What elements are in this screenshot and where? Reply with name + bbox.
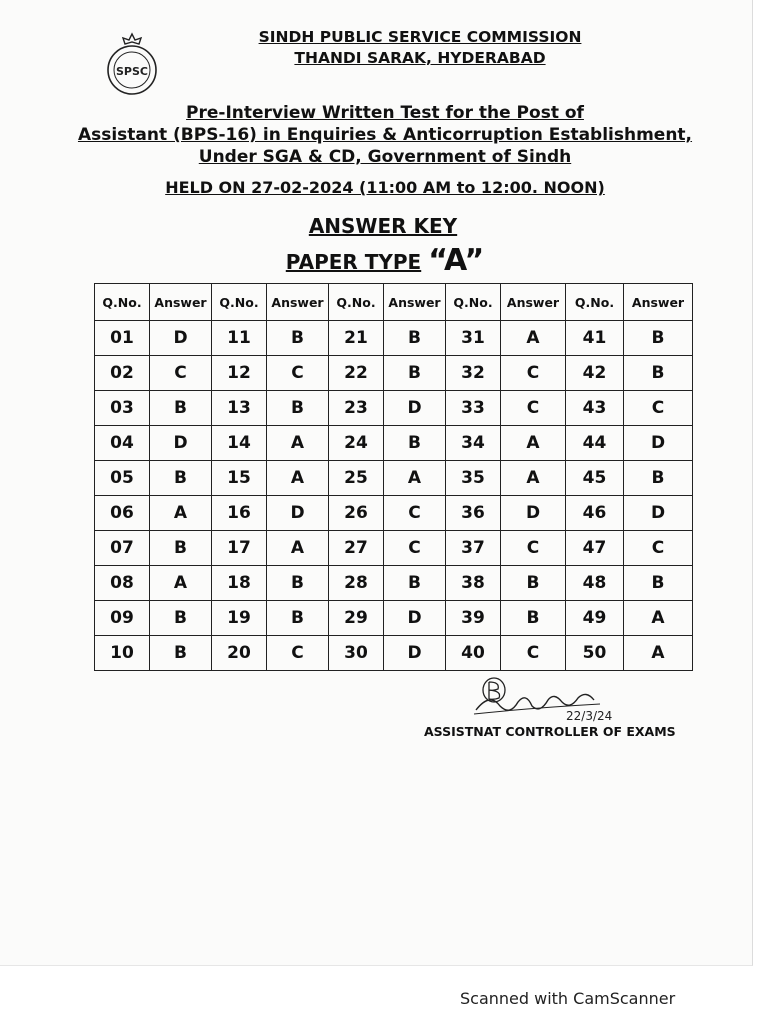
answer-cell: B: [267, 566, 329, 601]
question-number-cell: 21: [329, 321, 384, 356]
answer-cell: B: [624, 461, 693, 496]
answer-cell: A: [624, 636, 693, 671]
answer-cell: C: [501, 391, 566, 426]
question-number-cell: 44: [566, 426, 624, 461]
answer-cell: A: [267, 426, 329, 461]
column-header: Answer: [624, 284, 693, 321]
question-number-cell: 38: [446, 566, 501, 601]
question-number-cell: 32: [446, 356, 501, 391]
question-number-cell: 03: [95, 391, 150, 426]
question-number-cell: 05: [95, 461, 150, 496]
test-date: HELD ON 27-02-2024 (11:00 AM to 12:00. NOON): [165, 178, 605, 197]
scanner-watermark: Scanned with CamScanner: [460, 989, 676, 1008]
question-number-cell: 20: [212, 636, 267, 671]
question-number-cell: 15: [212, 461, 267, 496]
answer-cell: B: [384, 321, 446, 356]
paper-type-label: PAPER TYPE: [285, 250, 422, 274]
signature-date: 22/3/24: [566, 709, 613, 723]
column-header: Answer: [384, 284, 446, 321]
table-row: [95, 496, 693, 531]
answer-cell: B: [501, 566, 566, 601]
question-number-cell: 47: [566, 531, 624, 566]
question-number-cell: 31: [446, 321, 501, 356]
question-number-cell: 11: [212, 321, 267, 356]
question-number-cell: 33: [446, 391, 501, 426]
question-number-cell: 40: [446, 636, 501, 671]
question-number-cell: 41: [566, 321, 624, 356]
question-number-cell: 04: [95, 426, 150, 461]
answer-cell: D: [384, 636, 446, 671]
table-row: [95, 321, 693, 356]
question-number-cell: 02: [95, 356, 150, 391]
question-number-cell: 35: [446, 461, 501, 496]
org-address: THANDI SARAK, HYDERABAD: [294, 49, 546, 67]
answer-cell: B: [267, 391, 329, 426]
question-number-cell: 06: [95, 496, 150, 531]
question-number-cell: 07: [95, 531, 150, 566]
answer-cell: D: [501, 496, 566, 531]
question-number-cell: 42: [566, 356, 624, 391]
answer-cell: B: [624, 566, 693, 601]
answer-cell: A: [267, 531, 329, 566]
question-number-cell: 09: [95, 601, 150, 636]
logo-text: SPSC: [116, 65, 148, 78]
table-row: [95, 531, 693, 566]
answer-cell: B: [267, 601, 329, 636]
question-number-cell: 08: [95, 566, 150, 601]
question-number-cell: 39: [446, 601, 501, 636]
question-number-cell: 25: [329, 461, 384, 496]
answer-cell: B: [150, 601, 212, 636]
answer-cell: C: [624, 531, 693, 566]
table-row: [95, 356, 693, 391]
column-header: Answer: [501, 284, 566, 321]
question-number-cell: 13: [212, 391, 267, 426]
column-header: Answer: [267, 284, 329, 321]
answer-cell: D: [624, 426, 693, 461]
question-number-cell: 45: [566, 461, 624, 496]
answer-cell: B: [624, 321, 693, 356]
answer-cell: D: [624, 496, 693, 531]
spsc-logo: [104, 32, 160, 96]
answer-cell: D: [150, 321, 212, 356]
table-row: [95, 426, 693, 461]
post-line-3: Under SGA & CD, Government of Sindh: [198, 147, 572, 167]
answer-cell: A: [501, 321, 566, 356]
answer-cell: A: [501, 426, 566, 461]
answer-key-title: ANSWER KEY: [308, 214, 458, 238]
answer-cell: D: [150, 426, 212, 461]
answer-cell: C: [501, 531, 566, 566]
question-number-cell: 16: [212, 496, 267, 531]
answer-cell: D: [384, 601, 446, 636]
answer-cell: A: [150, 496, 212, 531]
answer-cell: B: [150, 531, 212, 566]
answer-cell: C: [501, 636, 566, 671]
column-header: Q.No.: [212, 284, 267, 321]
paper-type-value: “A”: [428, 243, 485, 278]
answer-cell: A: [150, 566, 212, 601]
question-number-cell: 46: [566, 496, 624, 531]
answer-cell: B: [384, 426, 446, 461]
table-header-row: [95, 284, 693, 321]
answer-cell: C: [384, 496, 446, 531]
question-number-cell: 24: [329, 426, 384, 461]
answer-cell: C: [150, 356, 212, 391]
answer-cell: B: [267, 321, 329, 356]
question-number-cell: 18: [212, 566, 267, 601]
answer-cell: B: [384, 566, 446, 601]
table-body: [95, 321, 693, 671]
question-number-cell: 10: [95, 636, 150, 671]
question-number-cell: 37: [446, 531, 501, 566]
answer-cell: B: [624, 356, 693, 391]
answer-cell: D: [384, 391, 446, 426]
table-row: [95, 566, 693, 601]
question-number-cell: 23: [329, 391, 384, 426]
question-number-cell: 19: [212, 601, 267, 636]
answer-cell: B: [150, 391, 212, 426]
answer-cell: C: [624, 391, 693, 426]
question-number-cell: 01: [95, 321, 150, 356]
question-number-cell: 30: [329, 636, 384, 671]
question-number-cell: 14: [212, 426, 267, 461]
answer-cell: B: [501, 601, 566, 636]
organization-header: [170, 27, 670, 69]
answer-cell: A: [624, 601, 693, 636]
answer-cell: C: [501, 356, 566, 391]
answer-key-table: [94, 283, 693, 671]
answer-cell: A: [384, 461, 446, 496]
question-number-cell: 26: [329, 496, 384, 531]
post-title: [40, 102, 730, 168]
question-number-cell: 48: [566, 566, 624, 601]
question-number-cell: 28: [329, 566, 384, 601]
column-header: Q.No.: [329, 284, 384, 321]
table-row: [95, 461, 693, 496]
question-number-cell: 27: [329, 531, 384, 566]
post-line-1: Pre-Interview Written Test for the Post of: [186, 103, 584, 123]
column-header: Q.No.: [566, 284, 624, 321]
question-number-cell: 12: [212, 356, 267, 391]
column-header: Q.No.: [95, 284, 150, 321]
table-row: [95, 391, 693, 426]
answer-cell: C: [267, 356, 329, 391]
post-line-2: Assistant (BPS-16) in Enquiries & Anticorruption Establishment,: [77, 125, 693, 145]
signature: [470, 672, 650, 724]
answer-cell: A: [501, 461, 566, 496]
answer-cell: D: [267, 496, 329, 531]
question-number-cell: 49: [566, 601, 624, 636]
question-number-cell: 17: [212, 531, 267, 566]
question-number-cell: 50: [566, 636, 624, 671]
question-number-cell: 43: [566, 391, 624, 426]
question-number-cell: 22: [329, 356, 384, 391]
answer-cell: A: [267, 461, 329, 496]
question-number-cell: 29: [329, 601, 384, 636]
question-number-cell: 34: [446, 426, 501, 461]
table-row: [95, 636, 693, 671]
column-header: Q.No.: [446, 284, 501, 321]
answer-cell: B: [150, 461, 212, 496]
answer-cell: B: [150, 636, 212, 671]
answer-cell: B: [384, 356, 446, 391]
signatory-title: ASSISTNAT CONTROLLER OF EXAMS: [424, 724, 676, 739]
question-number-cell: 36: [446, 496, 501, 531]
table-row: [95, 601, 693, 636]
answer-cell: C: [267, 636, 329, 671]
org-name: SINDH PUBLIC SERVICE COMMISSION: [258, 28, 582, 46]
paper-type: [200, 243, 570, 278]
column-header: Answer: [150, 284, 212, 321]
answer-cell: C: [384, 531, 446, 566]
